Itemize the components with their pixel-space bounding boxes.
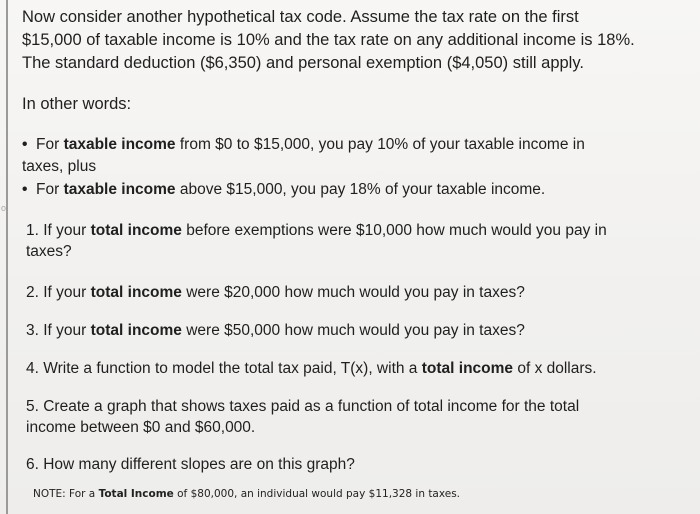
left-border-line	[6, 0, 8, 514]
bold-term: total income	[90, 322, 182, 339]
question-5: 5. Create a graph that shows taxes paid as a function of total income for the total income between $0 and $60,000.	[26, 398, 580, 436]
bold-term: total income	[90, 284, 182, 301]
bold-term: total income	[90, 222, 182, 239]
intro-paragraph	[22, 6, 682, 75]
bold-term: total income	[421, 360, 514, 377]
question-6: 6. How many different slopes are on this graph?	[26, 456, 355, 473]
question-4: 4. Write a function to model the total tax paid, T(x), with a total income of x dollars.	[26, 360, 597, 377]
bold-term: taxable income	[63, 181, 176, 198]
bullet-dot: •	[22, 136, 28, 153]
question-1: 1. If your total income before exemptions were $10,000 how much would you pay in taxes?	[26, 222, 607, 260]
note-text: NOTE: For a Total Income of $80,000, an individual would pay $11,328 in taxes.	[33, 488, 461, 500]
question-2: 2. If your total income were $20,000 how much would you pay in taxes?	[26, 284, 525, 301]
bullet-item-1: • For taxable income from $0 to $15,000, you pay 10% of your taxable income in taxes, plus	[22, 136, 585, 175]
bullet-dot: •	[22, 181, 28, 198]
intro-line-1: Now consider another hypothetical tax code. Assume the tax rate on the first	[22, 8, 579, 26]
margin-mark: o	[1, 203, 7, 213]
bullet-list	[22, 134, 662, 202]
question-3: 3. If your total income were $50,000 how much would you pay in taxes?	[26, 322, 525, 339]
intro-line-3: The standard deduction ($6,350) and personal exemption ($4,050) still apply.	[22, 54, 584, 72]
intro-line-2: $15,000 of taxable income is 10% and the tax rate on any additional income is 18%.	[22, 31, 635, 49]
bold-term: taxable income	[63, 136, 176, 153]
bullet-item-2: • For taxable income above $15,000, you pay 18% of your taxable income.	[22, 179, 662, 201]
in-other-words-heading: In other words:	[22, 95, 132, 113]
bold-term: Total Income	[98, 488, 174, 500]
